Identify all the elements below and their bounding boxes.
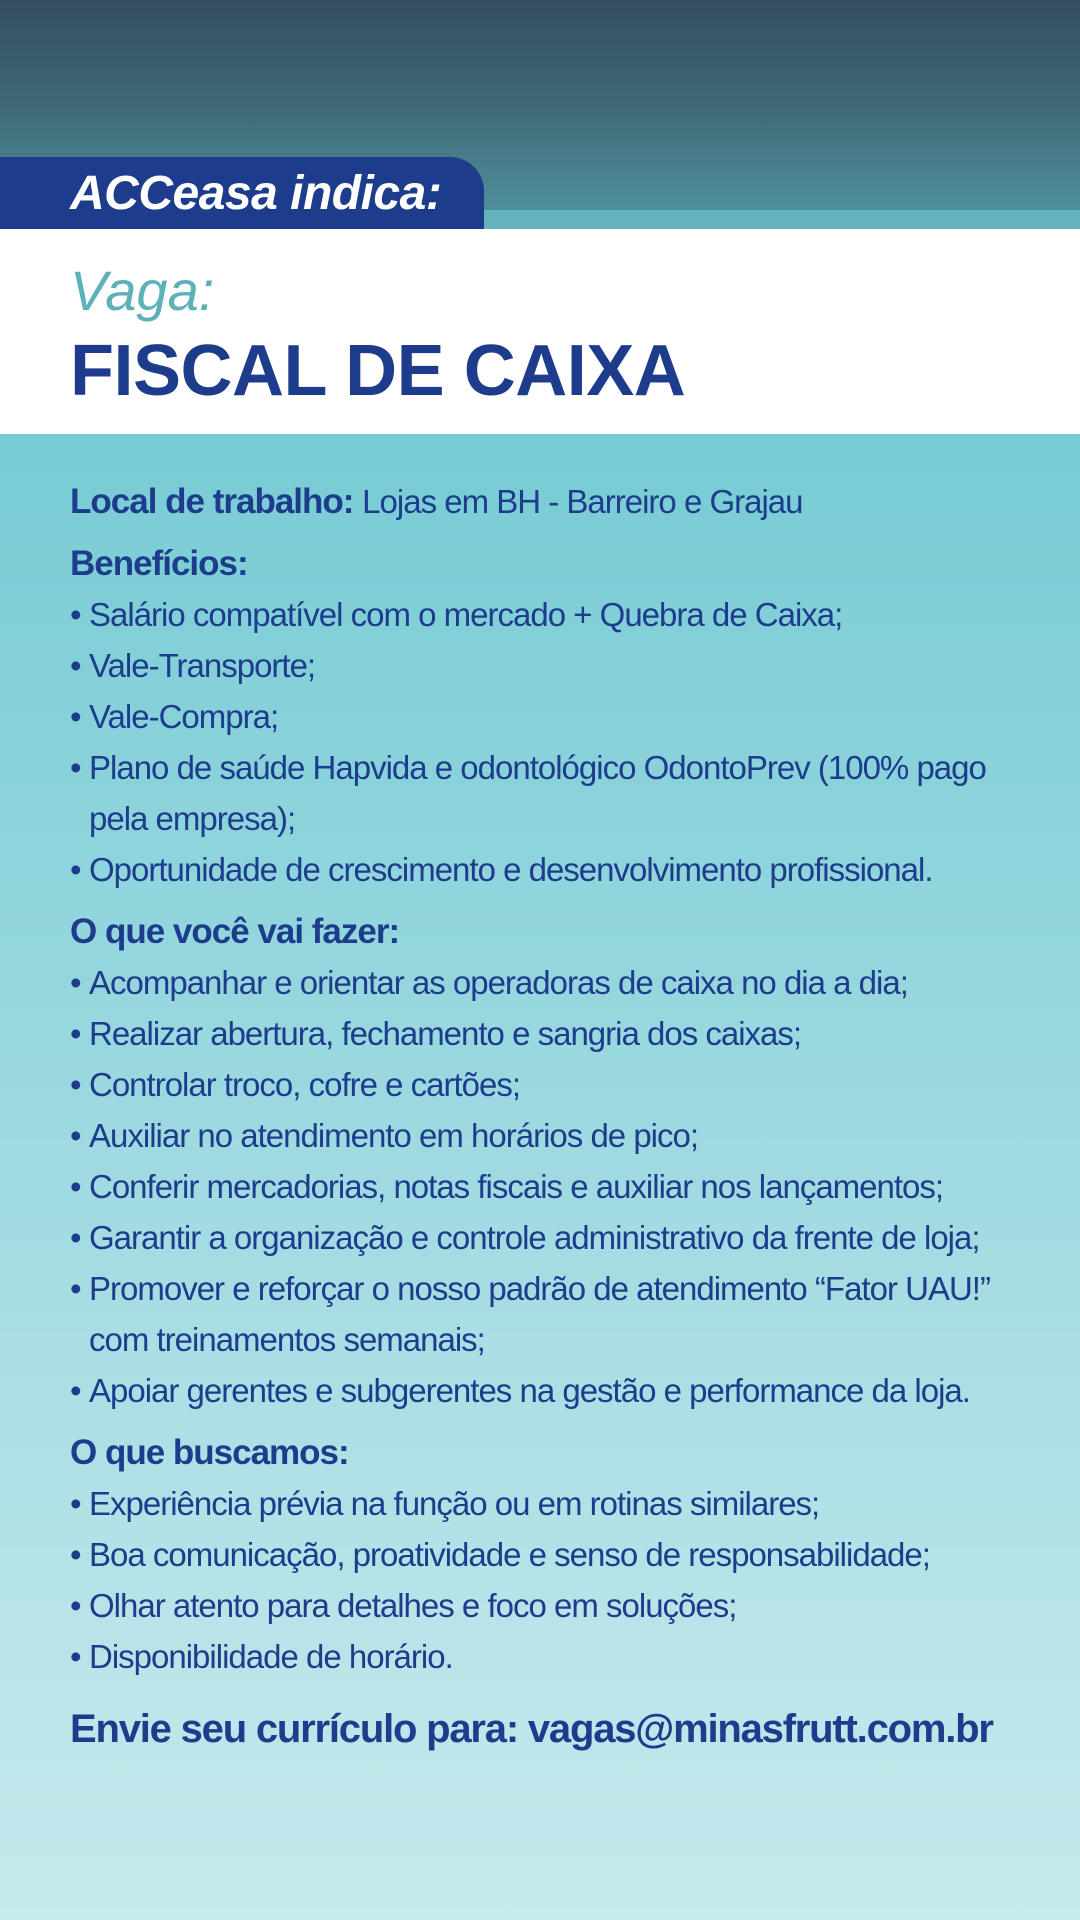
list-item: • Promover e reforçar o nosso padrão de atendimento “Fator UAU!” com treinamentos semanais; — [70, 1263, 1024, 1365]
list-item: • Experiência prévia na função ou em rotinas similares; — [70, 1478, 1020, 1529]
list-item: • Auxiliar no atendimento em horários de pico; — [70, 1110, 1020, 1161]
list-item: • Acompanhar e orientar as operadoras de caixa no dia a dia; — [70, 957, 1020, 1008]
list-item: • Oportunidade de crescimento e desenvolvimento profissional. — [70, 844, 1020, 895]
location-label: Local de trabalho: — [70, 482, 354, 521]
list-item: • Olhar atento para detalhes e foco em soluções; — [70, 1580, 1020, 1631]
header-tab — [0, 157, 484, 229]
list-item: • Vale-Transporte; — [70, 640, 1020, 691]
location-value: Lojas em BH - Barreiro e Grajau — [362, 483, 803, 520]
duties-list — [70, 957, 1020, 1416]
list-item: • Plano de saúde Hapvida e odontológico OdontoPrev (100% pago pela empresa); — [70, 742, 1024, 844]
list-item: • Controlar troco, cofre e cartões; — [70, 1059, 1020, 1110]
benefits-list — [70, 589, 1020, 895]
job-details — [70, 476, 1020, 1682]
list-item: • Disponibilidade de horário. — [70, 1631, 1020, 1682]
list-item: • Realizar abertura, fechamento e sangria dos caixas; — [70, 1008, 1020, 1059]
list-item: • Boa comunicação, proatividade e senso de responsabilidade; — [70, 1529, 1020, 1580]
list-item: • Garantir a organização e controle administrativo da frente de loja; — [70, 1212, 1020, 1263]
list-item: • Apoiar gerentes e subgerentes na gestão e performance da loja. — [70, 1365, 1020, 1416]
location-row — [70, 476, 1020, 527]
benefits-heading: Benefícios: — [70, 544, 248, 583]
list-item: • Conferir mercadorias, notas fiscais e auxiliar nos lançamentos; — [70, 1161, 1020, 1212]
vaga-label: Vaga: — [70, 259, 215, 322]
requirements-heading: O que buscamos: — [70, 1433, 349, 1472]
list-item: • Salário compatível com o mercado + Quebra de Caixa; — [70, 589, 1020, 640]
list-item: • Vale-Compra; — [70, 691, 1020, 742]
cta-email: Envie seu currículo para: vagas@minasfrutt.com.br — [70, 1707, 993, 1751]
requirements-list — [70, 1478, 1020, 1682]
duties-heading: O que você vai fazer: — [70, 912, 400, 951]
header-tag: ACCeasa indica: — [70, 166, 442, 220]
job-title: FISCAL DE CAIXA — [70, 331, 686, 411]
